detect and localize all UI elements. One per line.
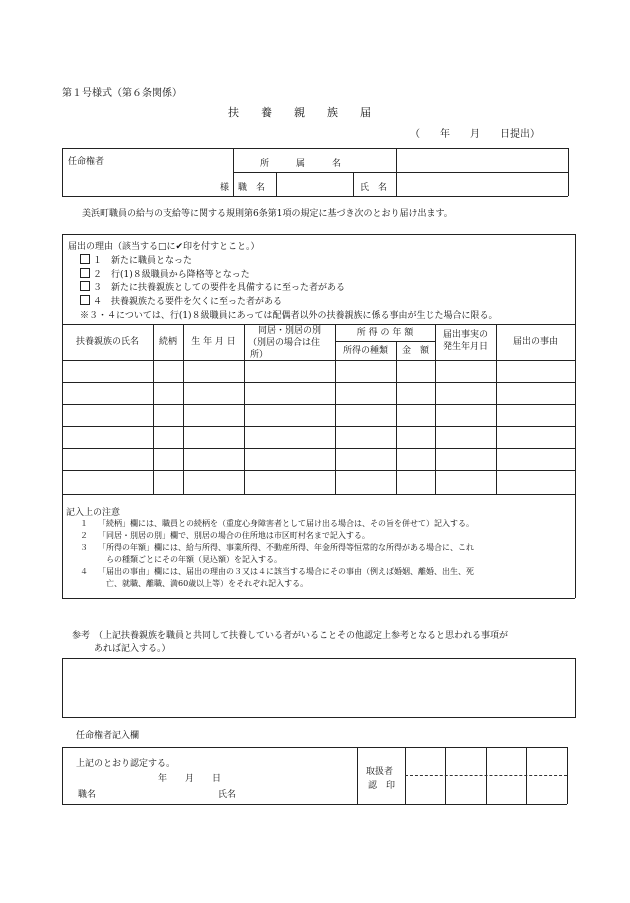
reference-label: 参考 xyxy=(72,631,91,641)
employee-name-label: 氏 名 xyxy=(360,183,388,193)
reason-label: ３ 新たに扶養親族としての要件を具備するに至った者がある xyxy=(93,283,346,293)
note-number: ４ xyxy=(80,567,88,576)
certify-text: 上記のとおり認定する。 xyxy=(76,759,176,769)
reason-item[interactable] xyxy=(80,294,282,307)
col-residence-line2: （別居の場合は住 xyxy=(248,338,321,348)
note-3b: らの種類ごとにその年額（見込額）を記入する。 xyxy=(106,555,282,564)
col-name-header: 扶養親族の氏名 xyxy=(75,337,139,347)
reason-item[interactable] xyxy=(80,253,192,266)
reason-item[interactable] xyxy=(80,267,250,280)
doc-title: 扶 養 親 族 届 xyxy=(228,106,371,119)
col-residence-header xyxy=(244,325,335,361)
reason-item[interactable] xyxy=(80,280,345,293)
note-number: ２ xyxy=(80,531,88,540)
affiliation-field[interactable] xyxy=(397,149,567,171)
col-income-amount-header: 金 額 xyxy=(401,346,429,356)
appointer-section-title: 任命権者記入欄 xyxy=(76,731,140,741)
appointer-label: 任命権者 xyxy=(68,157,105,167)
reference-text-1: （上記扶養親族を職員と共同して扶養している者がいることその他認定上参考となると思われる事項が xyxy=(94,631,509,641)
certify-date: 年 月 日 xyxy=(158,774,222,784)
reason-note: ※３・４については、行(1)８級職員にあっては配偶者以外の扶養親族に係る事由が生じた場合に限る。 xyxy=(80,311,498,321)
sama-label: 様 xyxy=(220,183,230,193)
seal-label: 認 印 xyxy=(368,781,396,791)
note-number: １ xyxy=(80,519,88,528)
col-relation-header: 続柄 xyxy=(158,337,177,347)
job-title-label: 職 名 xyxy=(238,183,266,193)
reason-label: １ 新たに職員となった xyxy=(93,256,193,266)
col-income-type-header: 所得の種類 xyxy=(342,346,388,356)
checkbox[interactable] xyxy=(80,254,90,264)
col-residence-line3: 所） xyxy=(250,350,269,360)
certifier-job-label: 職名 xyxy=(78,790,97,800)
col-residence-line1: 同居・別居の別 xyxy=(257,326,321,336)
note-number: ３ xyxy=(80,543,88,552)
employee-name-field[interactable] xyxy=(397,173,567,195)
note-4b: 亡、就職、離職、満60歳以上等）をそれぞれ記入する。 xyxy=(106,579,309,588)
checkbox[interactable] xyxy=(80,281,90,291)
col-fact-line2: 発生年月日 xyxy=(442,342,488,352)
certifier-name-label: 氏名 xyxy=(218,790,237,800)
note-1: 「続柄」欄には、職員との続柄を（重度心身障害者として届け出る場合は、その旨を併せて）記入する。 xyxy=(98,519,474,528)
col-income-header: 所 得 の 年 額 xyxy=(356,328,414,338)
col-birth-header: 生 年 月 日 xyxy=(191,337,236,347)
form-number: 第１号様式（第６条関係） xyxy=(62,88,182,99)
reference-text-2: あれば記入する。） xyxy=(94,644,171,654)
handler-label: 取扱者 xyxy=(366,767,394,777)
note-4a: 「届出の事由」欄には、届出の理由の３又は４に該当する場合にその事由（例えば婚姻、離婚、出生、死 xyxy=(98,567,474,576)
col-fact-line1: 届出事実の xyxy=(442,330,488,340)
statement-text: 美浜町職員の給与の支給等に関する規則第6条第1項の規定に基づき次のとおり届け出ます。 xyxy=(82,209,453,219)
reasons-title: 届出の理由（該当する□に✔印を付すとこと。） xyxy=(68,242,260,252)
affiliation-label: 所 属 名 xyxy=(260,159,342,169)
reason-label: ２ 行(1)８級職員から降格等となった xyxy=(93,270,250,280)
reason-label: ４ 扶養親族たる要件を欠くに至った者がある xyxy=(93,297,283,307)
reference-box[interactable] xyxy=(62,658,576,718)
job-title-field[interactable] xyxy=(277,173,352,195)
notes-title: 記入上の注意 xyxy=(66,508,121,518)
submission-date: （ 年 月 日提出） xyxy=(410,129,540,140)
col-reason-header: 届出の事由 xyxy=(512,337,558,347)
col-fact-date-header xyxy=(435,329,496,353)
checkbox[interactable] xyxy=(80,268,90,278)
note-2: 「同居・別居の別」欄で、別居の場合の住所地は市区町村名まで記入する。 xyxy=(98,531,370,540)
checkbox[interactable] xyxy=(80,295,90,305)
note-3a: 「所得の年額」欄には、給与所得、事業所得、不動産所得、年金所得等恒常的な所得がある場合に、これ xyxy=(98,543,474,552)
